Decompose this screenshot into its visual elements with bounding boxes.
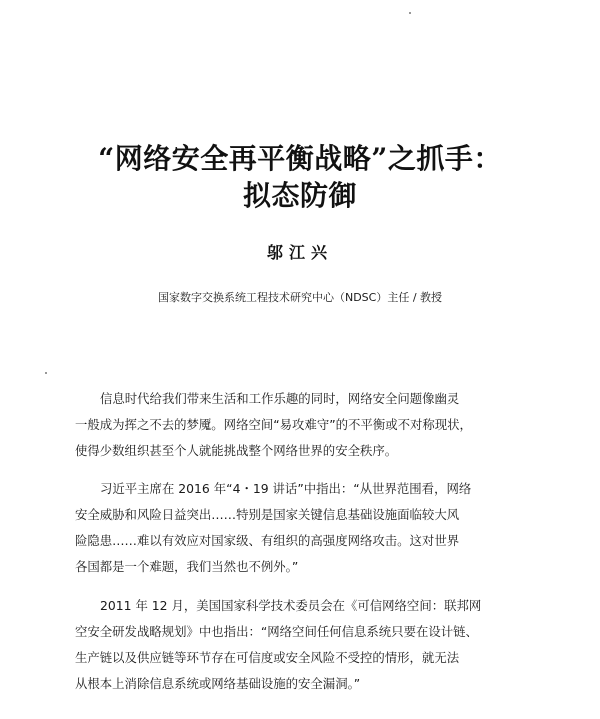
scan-speck (409, 12, 411, 14)
paragraph-line: 生产链以及供应链等环节存在可信度或安全风险不受控的情形，就无法 (75, 650, 460, 665)
paragraph-line: 空安全研发战略规划》中也指出：“网络空间任何信息系统只要在设计链、 (75, 624, 478, 639)
author-affiliation: 国家数字交换系统工程技术研究中心（NDSC）主任 / 教授 (157, 291, 443, 304)
article-title-line-1: “网络安全再平衡战略”之抓手： (98, 142, 502, 175)
paragraph-line: 习近平主席在 2016 年“4・19 讲话”中指出：“从世界范围看，网络 (100, 481, 472, 496)
paragraph-line: 险隐患……难以有效应对国家级、有组织的高强度网络攻击。这对世界 (75, 533, 460, 548)
article-title-line-2: 拟态防御 (242, 179, 357, 212)
paragraph-line: 一般成为挥之不去的梦魇。网络空间“易攻难守”的不平衡或不对称现状， (75, 417, 472, 432)
paragraph-line: 从根本上消除信息系统或网络基础设施的安全漏洞。” (75, 676, 361, 691)
paragraph-line: 各国都是一个难题，我们当然也不例外。” (75, 559, 299, 574)
paragraph-line: 信息时代给我们带来生活和工作乐趣的同时，网络安全问题像幽灵 (100, 391, 460, 406)
body-paragraph-2 (75, 476, 535, 580)
body-paragraph-3 (75, 593, 535, 697)
body-paragraph-1 (75, 386, 535, 464)
paragraph-line: 使得少数组织甚至个人就能挑战整个网络世界的安全秩序。 (75, 443, 398, 458)
author-name: 邬江兴 (266, 243, 333, 262)
scan-speck (45, 372, 47, 374)
paragraph-line: 2011 年 12 月，美国国家科学技术委员会在《可信网络空间：联邦网 (100, 598, 482, 613)
paragraph-line: 安全威胁和风险日益突出……特别是国家关键信息基础设施面临较大风 (75, 507, 460, 522)
